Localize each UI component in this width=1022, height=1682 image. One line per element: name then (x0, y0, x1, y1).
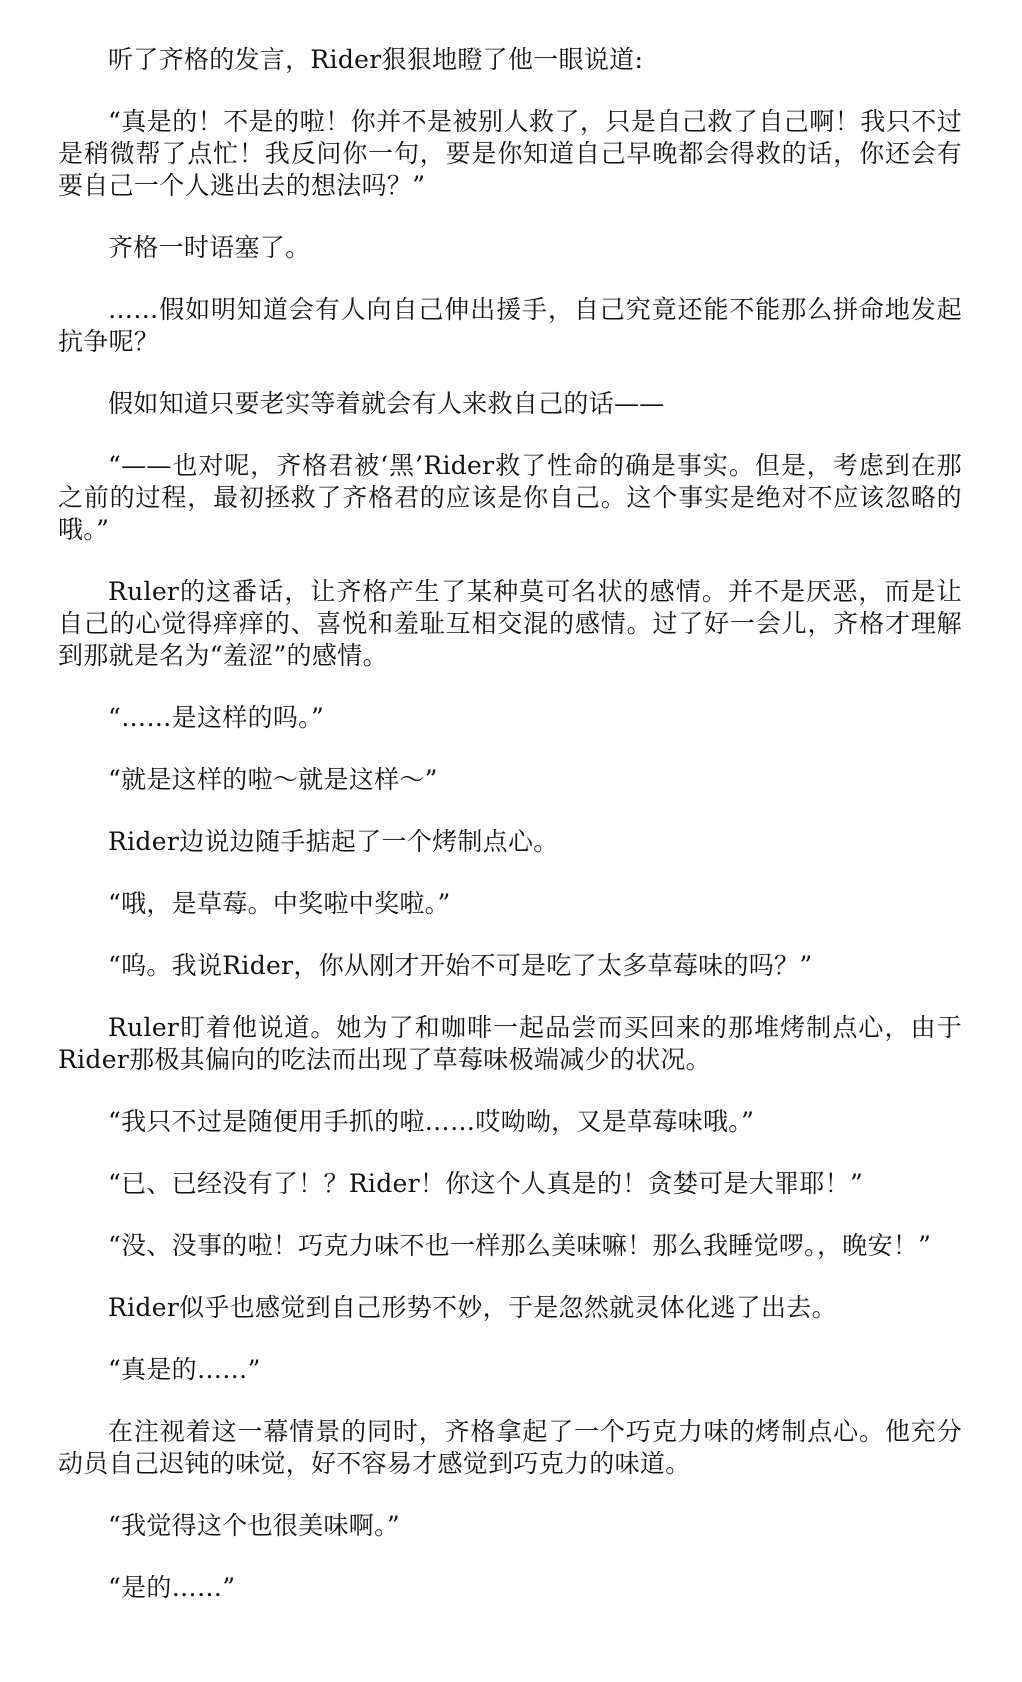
paragraph: “——也对呢，齐格君被‘黑’Rider救了性命的确是事实。但是，考虑到在那之前的过程，最初拯救了齐格君的应该是你自己。这个事实是绝对不应该忽略的哦。” (58, 451, 962, 544)
paragraph: 假如知道只要老实等着就会有人来救自己的话—— (108, 389, 665, 418)
paragraph: 齐格一时语塞了。 (108, 233, 311, 262)
paragraph: “真是的！不是的啦！你并不是被别人救了，只是自己救了自己啊！我只不过是稍微帮了点忙！我反问你一句，要是你知道自己早晚都会得救的话，你还会有要自己一个人逃出去的想法吗？” (58, 107, 962, 200)
paragraph: Ruler盯着他说道。她为了和咖啡一起品尝而买回来的那堆烤制点心，由于Rider那极其偏向的吃法而出现了草莓味极端减少的状况。 (58, 1013, 962, 1074)
paragraph: “已、已经没有了！？Rider！你这个人真是的！贪婪可是大罪耶！” (108, 1169, 864, 1198)
paragraph: Rider边说边随手掂起了一个烤制点心。 (108, 827, 559, 856)
document-page (58, 44, 962, 1634)
paragraph: “真是的……” (108, 1355, 261, 1384)
paragraph: “就是这样的啦～就是这样～” (108, 765, 438, 794)
paragraph: “呜。我说Rider，你从刚才开始不可是吃了太多草莓味的吗？” (108, 951, 813, 980)
paragraph: 在注视着这一幕情景的同时，齐格拿起了一个巧克力味的烤制点心。他充分动员自己迟钝的味觉，好不容易才感觉到巧克力的味道。 (58, 1417, 962, 1478)
paragraph: “我觉得这个也很美味啊。” (108, 1511, 400, 1540)
paragraph: “是的……” (108, 1573, 236, 1602)
paragraph: “哦，是草莓。中奖啦中奖啦。” (108, 889, 451, 918)
paragraph: “没、没事的啦！巧克力味不也一样那么美味嘛！那么我睡觉啰。，晚安！” (108, 1231, 932, 1260)
paragraph: 听了齐格的发言，Rider狠狠地瞪了他一眼说道: (108, 45, 644, 74)
paragraph: Ruler的这番话，让齐格产生了某种莫可名状的感情。并不是厌恶，而是让自己的心觉得痒痒的、喜悦和羞耻互相交混的感情。过了好一会儿，齐格才理解到那就是名为“羞涩”的感情。 (58, 577, 962, 670)
paragraph: ……假如明知道会有人向自己伸出援手，自己究竟还能不能那么拼命地发起抗争呢？ (58, 295, 962, 356)
paragraph: Rider似乎也感觉到自己形势不妙，于是忽然就灵体化逃了出去。 (108, 1293, 837, 1322)
paragraph: “……是这样的吗。” (108, 703, 325, 732)
paragraph: “我只不过是随便用手抓的啦……哎呦呦，又是草莓味哦。” (108, 1107, 755, 1136)
